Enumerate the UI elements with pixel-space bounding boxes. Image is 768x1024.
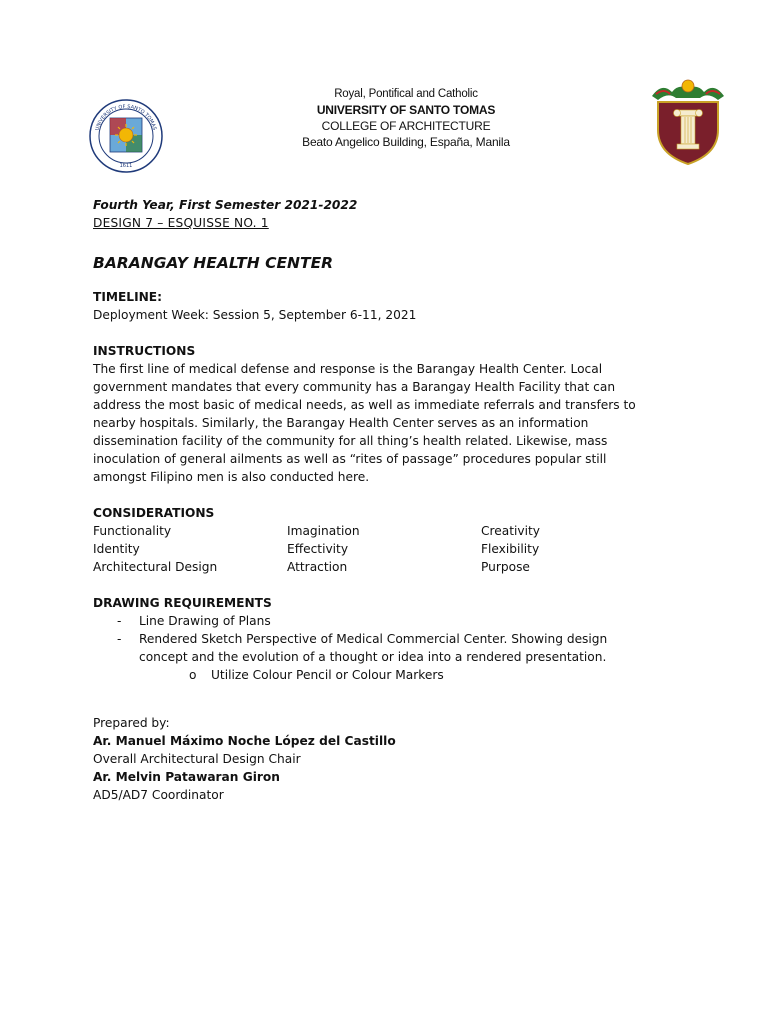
requirement-text: Rendered Sketch Perspective of Medical Commercial Center. Showing design [139,632,608,646]
instructions-line: The first line of medical defense and response is the Barangay Health Center. Local [93,362,603,376]
architecture-crest-icon [648,74,728,166]
preparer-name-1: Ar. Manuel Máximo Noche López del Castillo [93,734,396,748]
dash-bullet: - [117,614,122,628]
instructions-label: INSTRUCTIONS [93,344,196,358]
consideration-item: Flexibility [481,542,540,556]
letterhead-line-1: Royal, Pontifical and Catholic [334,88,478,100]
preparer-name-2: Ar. Melvin Patawaran Giron [93,770,280,784]
consideration-item: Creativity [481,524,540,538]
requirement-text-continued: concept and the evolution of a thought or idea into a rendered presentation. [139,650,607,664]
requirement-text: Line Drawing of Plans [139,614,271,628]
circle-bullet: o [189,668,197,682]
list-item [93,612,663,630]
timeline-text: Deployment Week: Session 5, September 6-11, 2021 [93,308,417,322]
building-address: Beato Angelico Building, España, Manila [302,135,510,149]
drawing-requirements-label: DRAWING REQUIREMENTS [93,596,272,610]
preparer-role-2: AD5/AD7 Coordinator [93,788,224,802]
sub-list-item [93,666,663,684]
sub-requirement-text: Utilize Colour Pencil or Colour Markers [211,668,444,682]
preparer-role-1: Overall Architectural Design Chair [93,752,301,766]
consideration-item: Purpose [481,560,530,574]
instructions-line: government mandates that every community has a Barangay Health Facility that can [93,380,616,394]
consideration-item: Attraction [287,560,348,574]
design-number: DESIGN 7 – ESQUISSE NO. 1 [93,216,269,230]
dash-bullet: - [117,632,122,646]
semester-line: Fourth Year, First Semester 2021-2022 [93,198,358,212]
consideration-item: Architectural Design [93,560,218,574]
ust-seal-icon [88,98,164,174]
consideration-item: Functionality [93,524,172,538]
college-name: COLLEGE OF ARCHITECTURE [321,119,491,133]
instructions-line: inoculation of general ailments as well as “rites of passage” procedures popular still [93,452,607,466]
seal-text: UNIVERSITY OF SANTO TOMAS [94,103,158,132]
university-name: UNIVERSITY OF SANTO TOMAS [316,103,496,117]
consideration-item: Imagination [287,524,360,538]
document-title: BARANGAY HEALTH CENTER [93,254,334,272]
list-item [93,630,663,666]
instructions-line: nearby hospitals. Similarly, the Barangay Health Center serves as an information [93,416,589,430]
instructions-paragraph [93,360,663,486]
instructions-line: amongst Filipino men is also conducted here. [93,470,370,484]
timeline-label: TIMELINE: [93,290,163,304]
considerations-grid [93,522,663,576]
prepared-by-label: Prepared by: [93,716,170,730]
considerations-label: CONSIDERATIONS [93,506,215,520]
instructions-line: dissemination facility of the community for all thing’s health related. Likewise, mass [93,434,608,448]
letterhead [256,86,556,150]
drawing-requirements-list [93,612,663,666]
seal-year: 1611 [119,163,133,169]
document-body [93,196,663,804]
consideration-item: Identity [93,542,140,556]
instructions-line: address the most basic of medical needs, as well as immediate referrals and transfers to [93,398,636,412]
consideration-item: Effectivity [287,542,349,556]
